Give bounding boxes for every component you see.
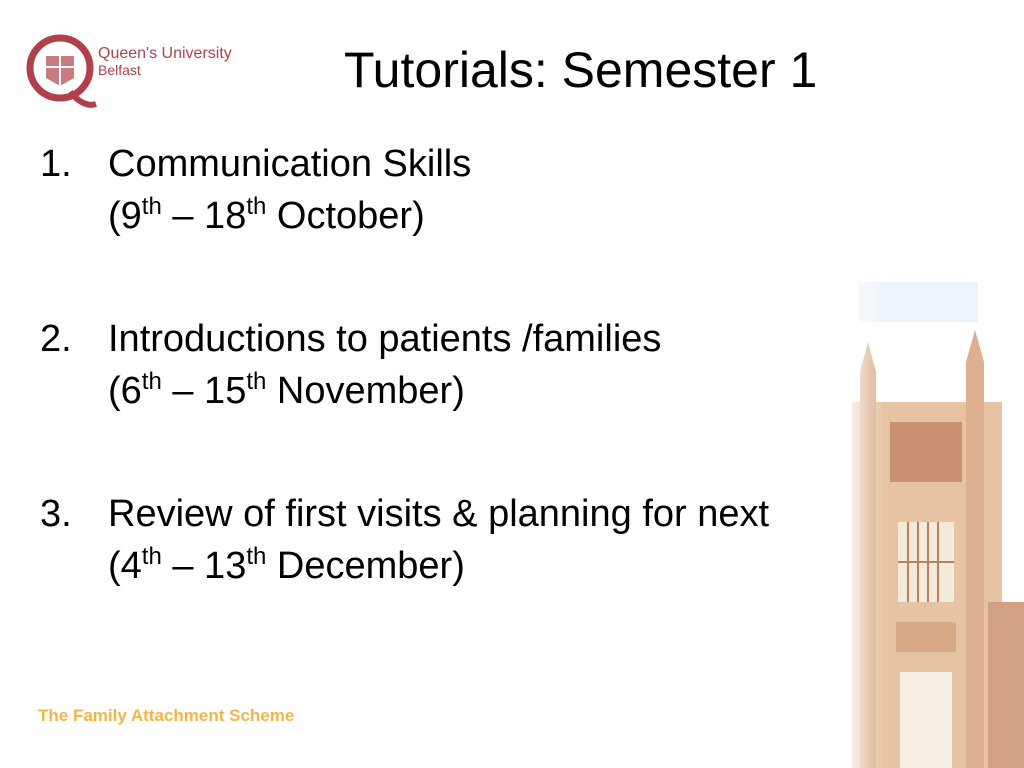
logo-line-university: Queen's University (98, 45, 232, 62)
tutorial-list (40, 138, 940, 663)
logo-line-city: Belfast (98, 62, 141, 78)
list-item (40, 138, 940, 242)
item-dates: (4th – 13th December) (108, 543, 465, 587)
item-number: 1. (40, 143, 72, 185)
slide-title: Tutorials: Semester 1 (344, 42, 818, 98)
list-item (40, 313, 940, 417)
list-item (40, 488, 940, 592)
university-logo (26, 34, 246, 110)
item-dates: (6th – 15th November) (108, 368, 465, 412)
footer-scheme-name: The Family Attachment Scheme (38, 706, 295, 725)
item-dates: (9th – 18th October) (108, 193, 425, 237)
item-number: 2. (40, 318, 72, 360)
university-tower-image (838, 282, 1024, 768)
item-title: Review of first visits & planning for next (108, 493, 770, 535)
item-number: 3. (40, 493, 72, 535)
logo-wordmark (98, 46, 232, 78)
item-title: Introductions to patients /families (108, 318, 662, 360)
q-crest-icon (26, 34, 98, 110)
item-title: Communication Skills (108, 143, 472, 185)
